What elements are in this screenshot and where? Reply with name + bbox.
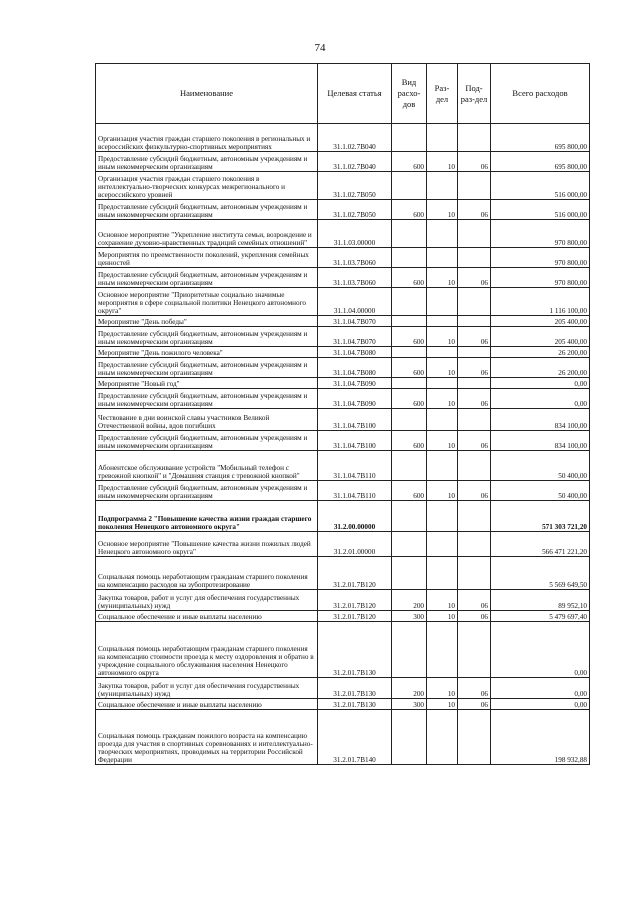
cell-vid [392,378,427,389]
cell-code: 31.2.01.7В130 [318,699,392,710]
cell-razdel [427,378,458,389]
table-row [96,358,590,378]
cell-vid [392,316,427,327]
table-row [96,611,590,622]
table-row [96,501,590,532]
cell-podrazdel: 06 [458,590,491,611]
cell-total: 205 400,00 [491,327,590,347]
header-code: Целевая статья [318,64,392,124]
cell-vid: 600 [392,268,427,288]
cell-code: 31.1.02.7В040 [318,152,392,172]
cell-podrazdel [458,378,491,389]
cell-code: 31.2.01.7В130 [318,678,392,699]
cell-podrazdel [458,557,491,590]
cell-name: Предоставление субсидий бюджетным, автономным учреждениям и иным некоммерческим организациям [96,327,318,347]
table-row [96,678,590,699]
cell-name: Социальная помощь гражданам пожилого возраста на компенсацию проезда для участия в спортивных соревнованиях и интеллектуально-творческих мероприятиях, проводимых на территории Российской Федерации [96,710,318,765]
cell-podrazdel: 06 [458,327,491,347]
cell-vid: 600 [392,327,427,347]
cell-name: Мероприятие "День победы" [96,316,318,327]
cell-code: 31.2.01.7В120 [318,557,392,590]
table-row [96,268,590,288]
cell-name: Основное мероприятие "Повышение качества жизни пожилых людей Ненецкого автономного округа" [96,532,318,557]
cell-total: 50 400,00 [491,481,590,501]
cell-podrazdel [458,220,491,248]
cell-vid [392,124,427,152]
cell-code: 31.1.04.7В110 [318,481,392,501]
cell-razdel: 10 [427,200,458,220]
cell-code: 31.1.04.7В090 [318,389,392,409]
cell-total: 89 952,10 [491,590,590,611]
cell-vid: 200 [392,678,427,699]
cell-vid: 200 [392,590,427,611]
cell-podrazdel [458,501,491,532]
cell-total: 566 471 221,20 [491,532,590,557]
cell-razdel: 10 [427,327,458,347]
cell-podrazdel [458,248,491,268]
cell-vid: 600 [392,200,427,220]
page-number: 74 [314,42,326,54]
cell-name: Социальное обеспечение и иные выплаты населению [96,611,318,622]
table-header-row [96,64,590,124]
cell-code: 31.1.04.7В070 [318,327,392,347]
cell-vid [392,288,427,316]
cell-razdel [427,622,458,678]
cell-razdel [427,288,458,316]
cell-code: 31.1.02.7В040 [318,124,392,152]
cell-podrazdel: 06 [458,611,491,622]
cell-podrazdel [458,316,491,327]
table-row [96,347,590,358]
cell-razdel [427,409,458,431]
cell-razdel: 10 [427,389,458,409]
table-row [96,532,590,557]
cell-podrazdel: 06 [458,152,491,172]
header-name: Наименование [96,64,318,124]
cell-total: 0,00 [491,378,590,389]
cell-total: 695 800,00 [491,152,590,172]
table-row [96,431,590,451]
cell-vid: 600 [392,431,427,451]
cell-code: 31.1.04.7В080 [318,347,392,358]
cell-razdel: 10 [427,358,458,378]
cell-vid [392,557,427,590]
cell-vid [392,501,427,532]
cell-code: 31.1.03.00000 [318,220,392,248]
table-row [96,699,590,710]
cell-code: 31.1.04.00000 [318,288,392,316]
cell-vid [392,220,427,248]
table-row [96,220,590,248]
cell-name: Социальная помощь неработающим гражданам старшего поколения на компенсацию расходов на зубопротезирование [96,557,318,590]
cell-razdel: 10 [427,611,458,622]
cell-code: 31.2.01.7В120 [318,611,392,622]
cell-razdel [427,501,458,532]
table-row [96,327,590,347]
cell-razdel: 10 [427,152,458,172]
cell-name: Предоставление субсидий бюджетным, автономным учреждениям и иным некоммерческим организациям [96,358,318,378]
cell-total: 695 800,00 [491,124,590,152]
cell-vid: 600 [392,358,427,378]
cell-total: 970 800,00 [491,220,590,248]
cell-code: 31.1.02.7В050 [318,172,392,200]
cell-name: Закупка товаров, работ и услуг для обеспечения государственных (муниципальных) нужд [96,590,318,611]
table-row [96,200,590,220]
cell-podrazdel [458,451,491,481]
cell-total: 970 800,00 [491,248,590,268]
cell-name: Чествование в дни воинской славы участников Великой Отечественной войны, вдов погибших [96,409,318,431]
cell-code: 31.1.02.7В050 [318,200,392,220]
cell-podrazdel: 06 [458,358,491,378]
cell-podrazdel: 06 [458,268,491,288]
cell-total: 1 116 100,00 [491,288,590,316]
cell-code: 31.2.01.7В140 [318,710,392,765]
cell-razdel [427,532,458,557]
cell-razdel: 10 [427,268,458,288]
cell-razdel: 10 [427,678,458,699]
table-row [96,481,590,501]
cell-razdel: 10 [427,590,458,611]
cell-podrazdel [458,409,491,431]
cell-total: 834 100,00 [491,431,590,451]
cell-vid [392,622,427,678]
cell-code: 31.1.04.7В110 [318,451,392,481]
cell-razdel [427,451,458,481]
cell-podrazdel [458,172,491,200]
cell-razdel [427,710,458,765]
cell-total: 0,00 [491,678,590,699]
cell-vid [392,451,427,481]
cell-total: 0,00 [491,622,590,678]
table-row [96,622,590,678]
cell-razdel [427,557,458,590]
cell-code: 31.2.01.7В120 [318,590,392,611]
table-row [96,124,590,152]
cell-podrazdel: 06 [458,389,491,409]
cell-total: 571 303 721,20 [491,501,590,532]
cell-code: 31.1.04.7В070 [318,316,392,327]
table-row [96,389,590,409]
cell-code: 31.1.04.7В100 [318,431,392,451]
cell-total: 5 569 649,50 [491,557,590,590]
cell-podrazdel [458,710,491,765]
cell-name: Предоставление субсидий бюджетным, автономным учреждениям и иным некоммерческим организациям [96,431,318,451]
table-row [96,590,590,611]
cell-podrazdel [458,288,491,316]
cell-code: 31.1.03.7В060 [318,248,392,268]
cell-total: 50 400,00 [491,451,590,481]
cell-razdel [427,172,458,200]
cell-podrazdel [458,622,491,678]
cell-name: Мероприятие "День пожилого человека" [96,347,318,358]
cell-total: 516 000,00 [491,200,590,220]
cell-name: Организация участия граждан старшего поколения в региональных и всероссийских физкультурно-спортивных мероприятиях [96,124,318,152]
cell-code: 31.1.04.7В100 [318,409,392,431]
header-vid: Вид расхо-дов [392,64,427,124]
table-row [96,288,590,316]
table-row [96,152,590,172]
cell-name: Мероприятие "Новый год" [96,378,318,389]
cell-name: Закупка товаров, работ и услуг для обеспечения государственных (муниципальных) нужд [96,678,318,699]
cell-total: 26 200,00 [491,347,590,358]
table-body [96,124,590,765]
cell-total: 0,00 [491,699,590,710]
cell-podrazdel [458,124,491,152]
cell-podrazdel: 06 [458,200,491,220]
cell-code: 31.1.04.7В090 [318,378,392,389]
header-razdel: Раз-дел [427,64,458,124]
cell-name: Предоставление субсидий бюджетным, автономным учреждениям и иным некоммерческим организациям [96,200,318,220]
cell-razdel [427,316,458,327]
cell-razdel [427,124,458,152]
cell-name: Организация участия граждан старшего поколения в интеллектуально-творческих конкурсах межрегионального и всероссийского уровней [96,172,318,200]
cell-name: Предоставление субсидий бюджетным, автономным учреждениям и иным некоммерческим организациям [96,389,318,409]
header-podrazdel: Под-раз-дел [458,64,491,124]
cell-vid [392,248,427,268]
cell-total: 205 400,00 [491,316,590,327]
cell-total: 834 100,00 [491,409,590,431]
cell-vid [392,347,427,358]
cell-code: 31.1.03.7В060 [318,268,392,288]
table-row [96,710,590,765]
cell-razdel [427,248,458,268]
cell-vid: 300 [392,699,427,710]
cell-podrazdel: 06 [458,699,491,710]
cell-razdel: 10 [427,431,458,451]
cell-vid [392,710,427,765]
cell-total: 198 932,88 [491,710,590,765]
cell-name: Социальная помощь неработающим гражданам старшего поколения на компенсацию стоимости проезда к месту оздоровления и обратно в учреждение социального обслуживания населения Ненецкого автономного округа [96,622,318,678]
cell-vid: 600 [392,152,427,172]
cell-code: 31.2.00.00000 [318,501,392,532]
cell-code: 31.2.01.00000 [318,532,392,557]
cell-razdel: 10 [427,481,458,501]
cell-name: Предоставление субсидий бюджетным, автономным учреждениям и иным некоммерческим организациям [96,481,318,501]
cell-vid: 600 [392,389,427,409]
cell-podrazdel: 06 [458,678,491,699]
table-row [96,409,590,431]
cell-code: 31.1.04.7В080 [318,358,392,378]
cell-name: Подпрограмма 2 "Повышение качества жизни граждан старшего поколения Ненецкого автономного округа" [96,501,318,532]
cell-name: Социальное обеспечение и иные выплаты населению [96,699,318,710]
cell-name: Мероприятия по преемственности поколений, укрепления семейных ценностей [96,248,318,268]
cell-total: 0,00 [491,389,590,409]
budget-table [95,63,590,765]
table-row [96,316,590,327]
cell-name: Абонентское обслуживание устройств "Мобильный телефон с тревожной кнопкой" и "Домашняя станция с тревожной кнопкой" [96,451,318,481]
cell-name: Основное мероприятие "Приоритетные социально значимые мероприятия в сфере социальной политики Ненецкого автономного округа" [96,288,318,316]
cell-podrazdel: 06 [458,431,491,451]
cell-code: 31.2.01.7В130 [318,622,392,678]
table-row [96,248,590,268]
table-row [96,557,590,590]
cell-total: 516 000,00 [491,172,590,200]
cell-total: 5 479 697,40 [491,611,590,622]
cell-name: Предоставление субсидий бюджетным, автономным учреждениям и иным некоммерческим организациям [96,268,318,288]
cell-name: Основное мероприятие "Укрепление института семьи, возрождение и сохранение духовно-нравственных традиций семейных отношений" [96,220,318,248]
cell-razdel [427,220,458,248]
cell-vid [392,532,427,557]
cell-vid [392,409,427,431]
cell-podrazdel [458,532,491,557]
cell-vid: 600 [392,481,427,501]
cell-vid [392,172,427,200]
header-total: Всего расходов [491,64,590,124]
table-row [96,378,590,389]
cell-razdel: 10 [427,699,458,710]
cell-razdel [427,347,458,358]
cell-total: 26 200,00 [491,358,590,378]
table-row [96,172,590,200]
cell-name: Предоставление субсидий бюджетным, автономным учреждениям и иным некоммерческим организациям [96,152,318,172]
cell-podrazdel [458,347,491,358]
table-row [96,451,590,481]
cell-podrazdel: 06 [458,481,491,501]
cell-vid: 300 [392,611,427,622]
cell-total: 970 800,00 [491,268,590,288]
